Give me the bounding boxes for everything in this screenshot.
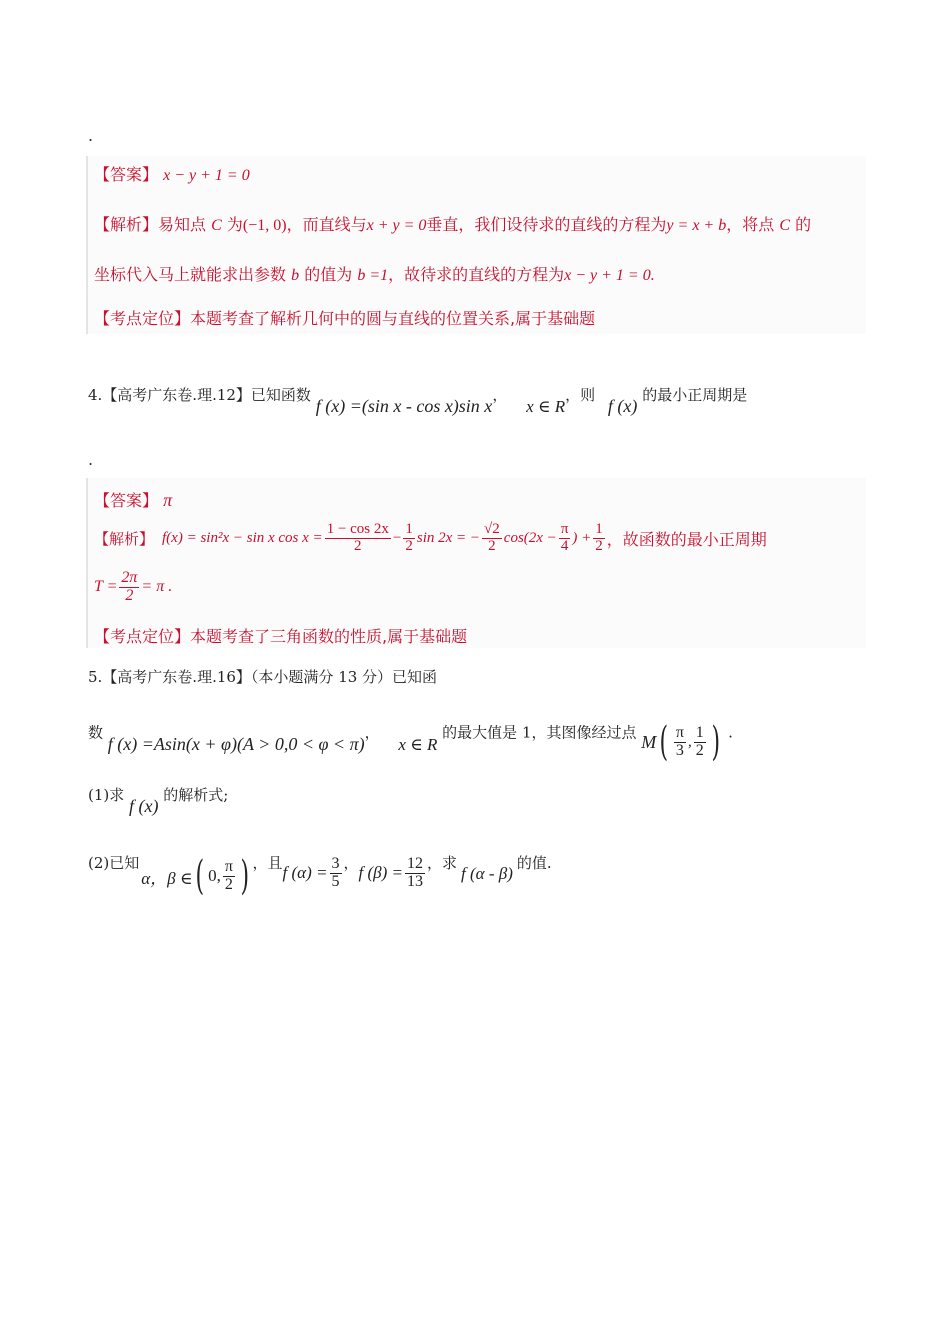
math-expr: f (x) <box>129 796 159 816</box>
frac-den: 5 <box>331 872 340 890</box>
q4-prefix: 4.【高考广东卷.理.12】已知函数 <box>88 386 311 404</box>
analysis-text: ，将点 <box>726 215 775 234</box>
q5-part1 <box>88 784 229 816</box>
right-paren: ) <box>240 853 250 899</box>
math-op: − <box>392 529 402 546</box>
fraction <box>223 859 235 894</box>
analysis-label: 【解析】 <box>94 529 155 548</box>
q5-domain: x ∈ R <box>398 734 438 754</box>
punct: ， <box>492 386 508 404</box>
math-var: C <box>779 217 790 234</box>
fraction <box>330 856 342 891</box>
part2-label: (2)已知 <box>88 854 140 872</box>
fraction <box>403 522 415 555</box>
frac-num: 1 − cos 2x <box>326 521 389 537</box>
q5-text: 的最大值是 1，其图像经过点 <box>442 723 637 742</box>
frac-den: 2 <box>695 741 704 759</box>
q5-function: f (x) =Asin(x + φ)(A > 0,0 < φ < π) <box>107 733 365 754</box>
q3-analysis-line2 <box>94 262 655 285</box>
part2-fb <box>359 856 427 891</box>
q5-heading: 5.【高考广东卷.理.16】（本小题满分 13 分）已知函 <box>88 668 438 686</box>
analysis-text: ，故函数的最小正周期 <box>606 529 767 549</box>
analysis-text: 坐标代入马上就能求出参数 <box>94 265 287 284</box>
fraction <box>694 725 706 760</box>
q5-part2 <box>88 852 868 899</box>
part2-text: 的值. <box>516 854 552 872</box>
frac-num: 3 <box>331 855 340 872</box>
q3-analysis-line1 <box>94 212 811 235</box>
math-punct: . <box>650 267 655 284</box>
punct: ， <box>343 854 359 872</box>
frac-den: 2 <box>354 537 362 554</box>
analysis-text: ，故待求的直线的方程为 <box>388 265 565 284</box>
q4-analysis-line1 <box>94 522 767 555</box>
frac-num: 1 <box>405 521 413 537</box>
math-var: C <box>211 217 222 234</box>
part1-text: 的解析式; <box>163 786 229 804</box>
frac-num: √2 <box>484 521 500 537</box>
part2-text: ，且 <box>252 854 283 872</box>
math-var: M <box>641 731 657 752</box>
q4-fx: f (x) <box>607 396 638 416</box>
q4-then: ，则 <box>565 386 596 404</box>
q4-domain: x ∈ R <box>526 397 566 416</box>
math-expr: = π . <box>141 578 173 596</box>
point-text: 本题考查了三角函数的性质,属于基础题 <box>190 627 468 646</box>
point-label: 【考点定位】 <box>94 627 191 646</box>
math-expr: f (α - β) <box>461 864 513 883</box>
frac-den: 4 <box>560 537 569 554</box>
answer-value: π <box>163 490 173 510</box>
frac-den: 3 <box>675 741 684 759</box>
punct: ， <box>364 723 380 742</box>
analysis-text: 为 <box>226 215 243 234</box>
fraction <box>482 522 502 555</box>
frac-den: 2 <box>405 537 413 554</box>
q4-answer-row <box>94 488 172 511</box>
math-expr: f(x) = sin²x − sin x cos x = <box>162 529 323 546</box>
frac-den: 2 <box>125 586 134 604</box>
math-expr: ) + <box>572 529 592 546</box>
math-expr: sin 2x = − <box>416 529 481 546</box>
q4-analysis-line2 <box>94 570 172 605</box>
math-expr: α，β ∈ <box>141 868 193 888</box>
part2-fa <box>283 856 344 891</box>
point-text: 本题考查了解析几何中的圆与直线的位置关系,属于基础题 <box>190 309 596 328</box>
frac-num: π <box>675 723 684 741</box>
q4-solution-panel <box>86 478 866 648</box>
frac-num: 1 <box>695 723 704 741</box>
q4-stem <box>88 384 868 416</box>
part1-label: (1)求 <box>88 786 125 804</box>
math-expr: T = <box>94 578 118 596</box>
frac-den: 2 <box>224 875 233 893</box>
analysis-text: 易知点 <box>158 215 207 234</box>
math-eq: b =1 <box>357 267 389 284</box>
punct: . <box>728 723 733 742</box>
math-eq: x − y + 1 = 0 <box>564 267 651 284</box>
q5-prefix: 数 <box>88 723 104 742</box>
answer-label: 【答案】 <box>94 165 159 184</box>
leading-dot: . <box>88 126 94 145</box>
q3-solution-panel <box>86 156 866 334</box>
fraction <box>559 522 571 555</box>
right-paren: ) <box>711 719 720 765</box>
analysis-text: 垂直，我们设待求的直线的方程为 <box>426 215 667 234</box>
frac-num: 12 <box>407 855 423 872</box>
left-paren: ( <box>659 719 669 765</box>
math-expr: 0, <box>208 866 221 885</box>
q4-tail: 的最小正周期是 <box>642 386 748 404</box>
answer-label: 【答案】 <box>94 491 159 510</box>
math-expr: f (α) = <box>282 863 328 883</box>
trailing-dot: . <box>88 450 94 469</box>
q5-point-M <box>641 719 723 765</box>
point-label: 【考点定位】 <box>94 309 191 328</box>
frac-num: 2π <box>121 569 138 586</box>
answer-value: x − y + 1 = 0 <box>163 167 250 184</box>
part2-math <box>139 853 252 899</box>
analysis-text: 的值为 <box>304 265 353 284</box>
left-paren: ( <box>195 853 205 899</box>
math-sep: , <box>687 733 692 750</box>
q5-stem <box>88 712 868 768</box>
q3-answer-row <box>94 162 250 185</box>
math-expr: cos(2x − <box>503 529 557 546</box>
frac-den: 13 <box>407 872 423 890</box>
analysis-text: ，而直线与 <box>286 215 367 234</box>
frac-den: 2 <box>595 537 603 554</box>
part2-text: ，求 <box>427 854 458 872</box>
q4-function: f (x) =(sin x - cos x)sin x <box>315 396 493 416</box>
math-eq: x + y = 0 <box>366 217 427 234</box>
fraction <box>593 522 605 555</box>
q4-point-row <box>94 624 467 647</box>
frac-den: 2 <box>488 537 496 554</box>
analysis-label: 【解析】 <box>94 215 159 234</box>
math-point: (−1, 0) <box>242 217 287 234</box>
frac-num: π <box>560 521 569 537</box>
math-expr: f (β) = <box>358 863 403 883</box>
q3-point-row <box>94 306 595 329</box>
fraction <box>674 725 686 760</box>
analysis-text: 的 <box>795 215 812 234</box>
fraction <box>325 522 391 555</box>
frac-num: π <box>224 857 233 875</box>
math-var: b <box>291 267 300 284</box>
fraction <box>405 856 425 891</box>
math-eq: y = x + b <box>666 217 727 234</box>
fraction <box>119 570 139 605</box>
frac-num: 1 <box>595 521 603 537</box>
